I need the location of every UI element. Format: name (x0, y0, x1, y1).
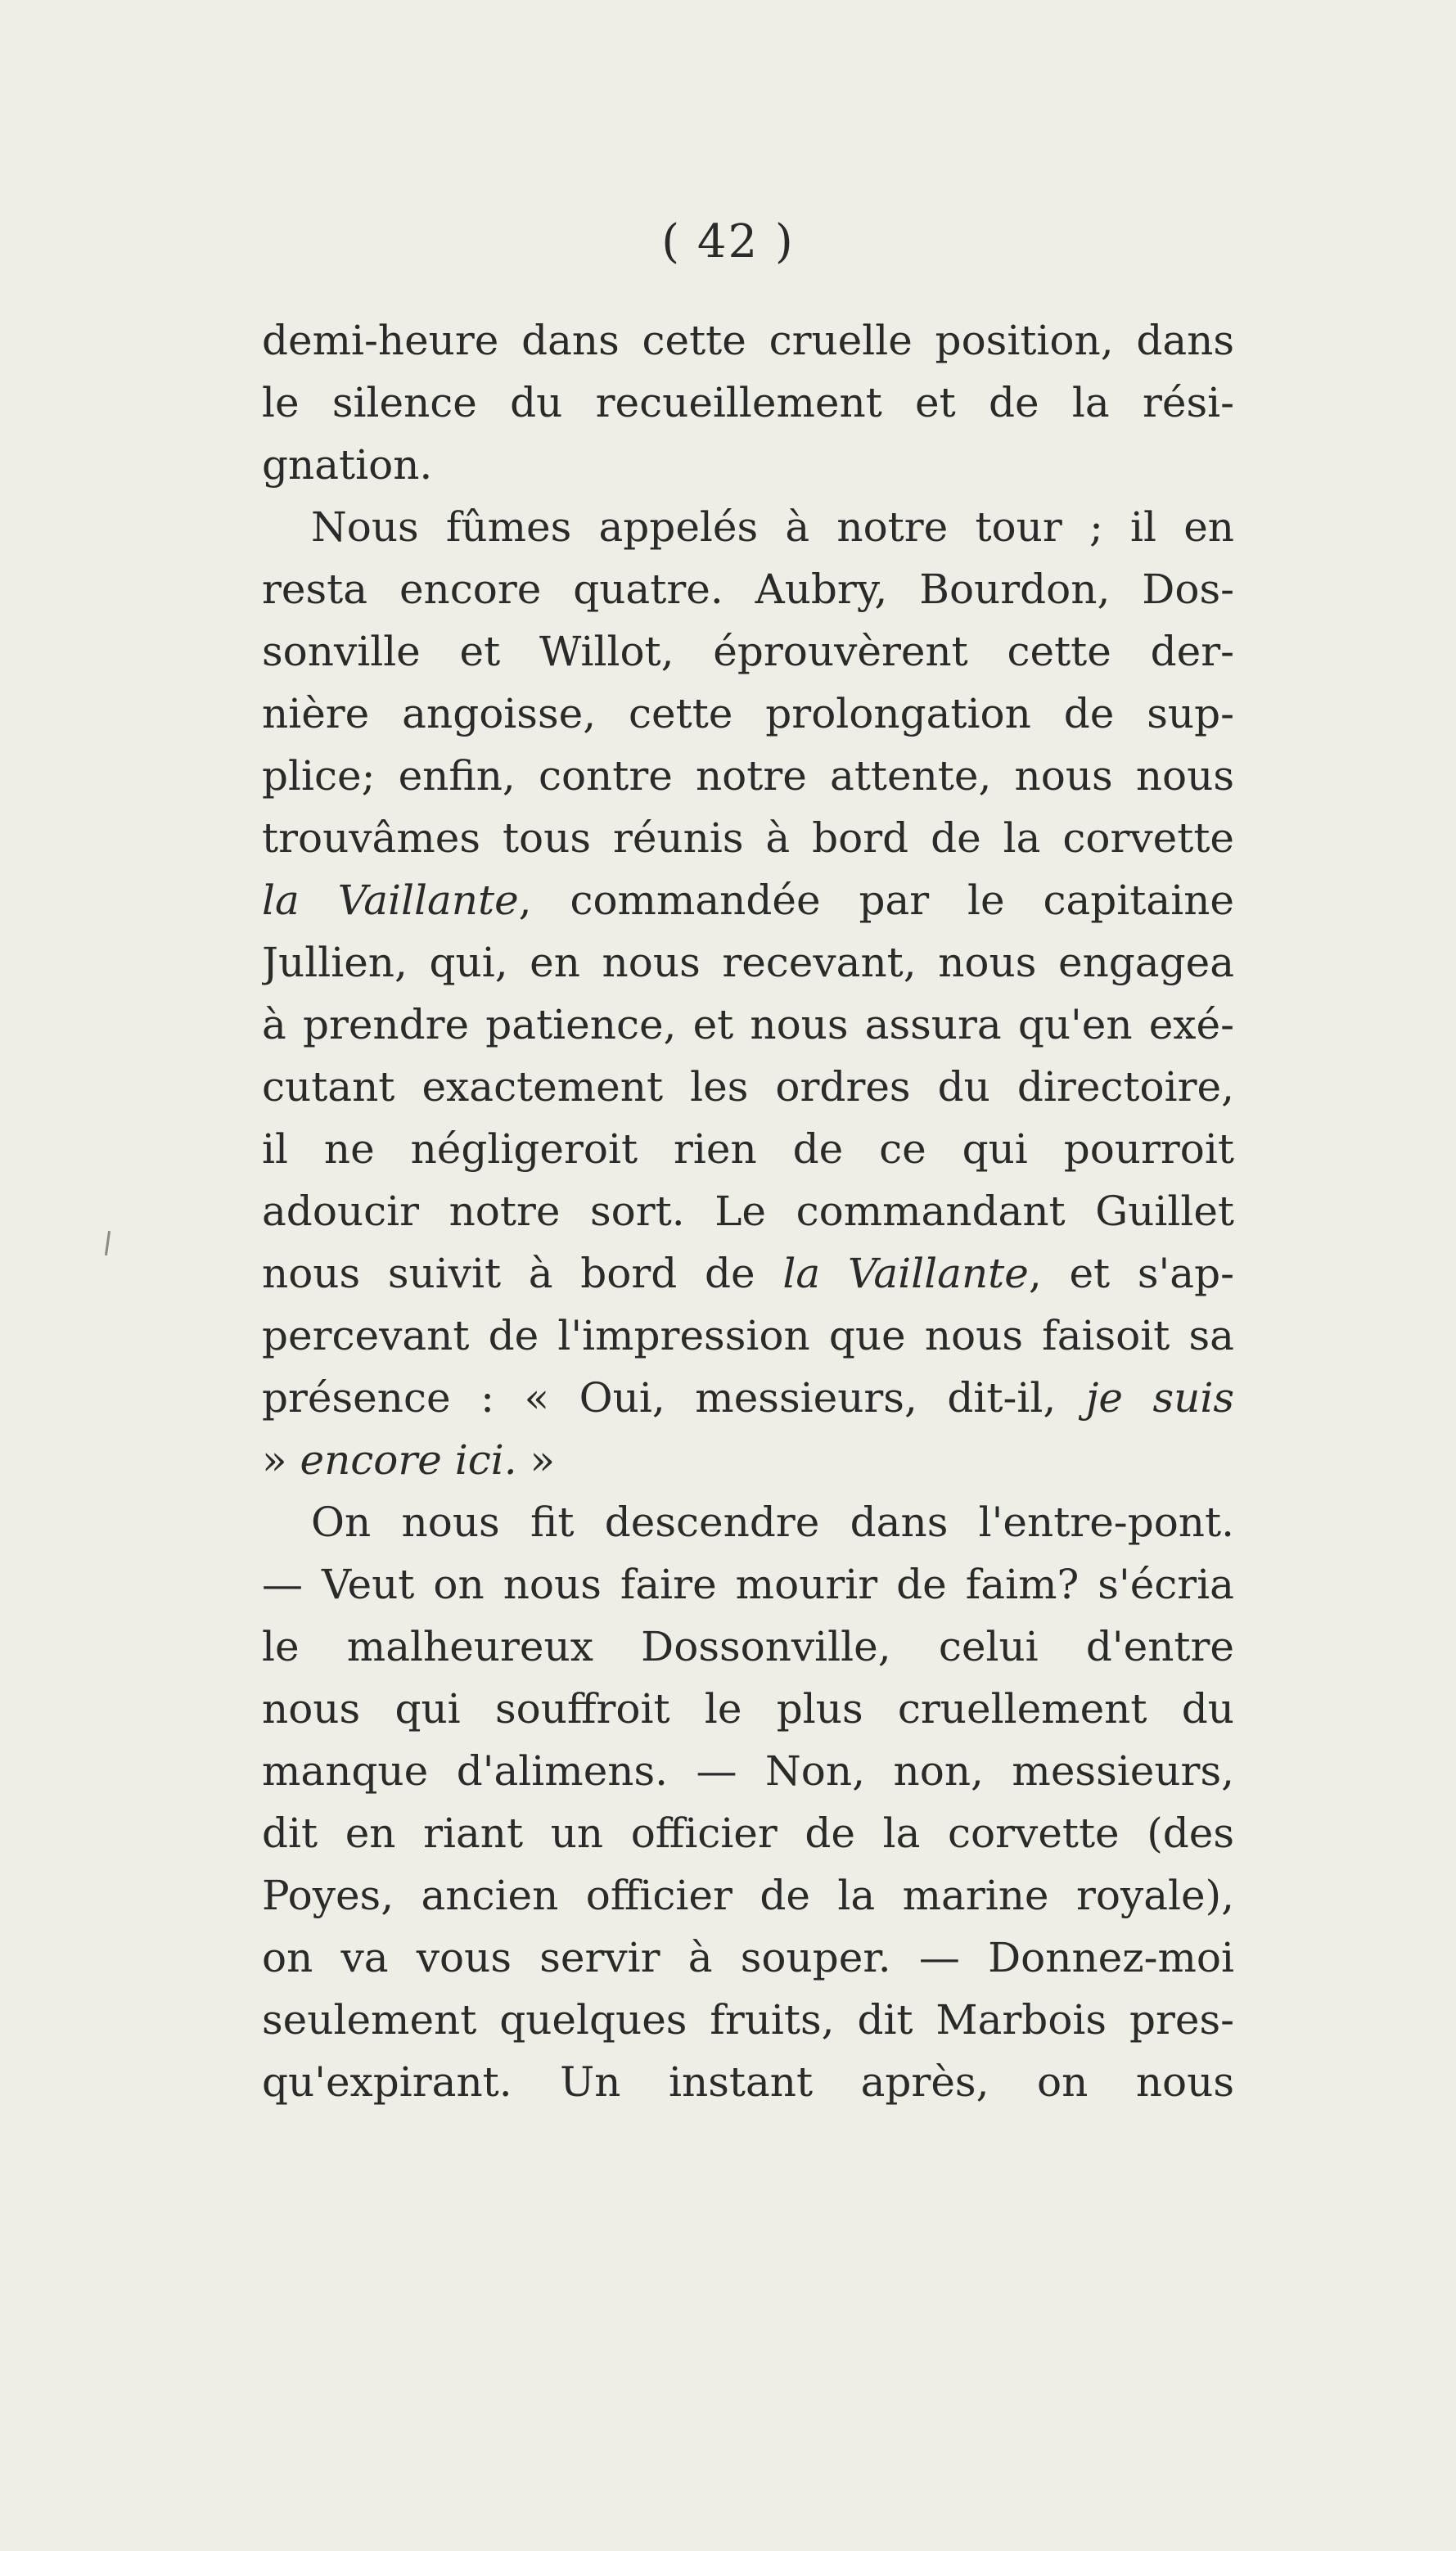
italic-text: encore ici. (300, 1436, 517, 1484)
text-line (262, 994, 1234, 1056)
text-segment: nous qui souffroit le plus cruellement du (262, 1685, 1234, 1733)
text-line (262, 2051, 1234, 2113)
text-segment: à prendre patience, et nous assura qu'en exé- (262, 1001, 1234, 1048)
text-line (262, 558, 1234, 620)
text-segment: demi-heure dans cette cruelle position, dans (262, 317, 1234, 364)
text-line (262, 1864, 1234, 1927)
text-segment: le malheureux Dossonville, celui d'entre (262, 1623, 1234, 1670)
text-segment: nière angoisse, cette prolongation de sup- (262, 690, 1234, 737)
text-line (262, 1678, 1234, 1740)
text-line (262, 1367, 1234, 1429)
text-line (262, 1180, 1234, 1242)
text-line (262, 1616, 1234, 1678)
text-line (262, 807, 1234, 869)
text-line (262, 1802, 1234, 1864)
text-segment: manque d'alimens. — Non, non, messieurs, (262, 1747, 1234, 1795)
text-line (262, 1740, 1234, 1802)
text-segment: on va vous servir à souper. — Donnez-moi (262, 1934, 1234, 1981)
page-number: ( 42 ) (661, 215, 795, 268)
text-line (262, 1927, 1234, 1989)
text-segment: resta encore quatre. Aubry, Bourdon, Dos- (262, 566, 1234, 613)
text-line (262, 309, 1234, 372)
text-segment: — Veut on nous faire mourir de faim? s'écria (262, 1561, 1234, 1608)
text-segment: trouvâmes tous réunis à bord de la corvette (262, 814, 1234, 862)
text-segment: , commandée par le capitaine (518, 877, 1234, 924)
text-line (262, 1989, 1234, 2051)
text-line (262, 620, 1234, 683)
text-line (262, 1491, 1234, 1553)
text-line (262, 372, 1234, 434)
text-line (262, 1553, 1234, 1616)
text-segment: » (516, 1436, 556, 1484)
text-segment: nous suivit à bord de (262, 1250, 783, 1297)
text-segment: , et s'ap- (1028, 1250, 1234, 1297)
text-segment: dit en riant un officier de la corvette (des (262, 1810, 1234, 1857)
text-line (262, 745, 1234, 807)
text-segment: sonville et Willot, éprouvèrent cette der- (262, 628, 1234, 675)
text-segment: Poyes, ancien officier de la marine royale), (262, 1872, 1234, 1919)
text-segment: Nous fûmes appelés à notre tour ; il en (311, 503, 1234, 551)
text-segment: plice; enfin, contre notre attente, nous nous (262, 752, 1234, 800)
text-line (262, 1305, 1234, 1367)
italic-text: je suis (1085, 1374, 1234, 1422)
text-segment: gnation. (262, 441, 433, 489)
text-segment: seulement quelques fruits, dit Marbois pres- (262, 1996, 1234, 2044)
text-segment: adoucir notre sort. Le commandant Guillet (262, 1188, 1234, 1235)
text-segment: Jullien, qui, en nous recevant, nous engagea (262, 939, 1234, 986)
text-line (262, 869, 1234, 931)
text-segment: il ne négligeroit rien de ce qui pourroit (262, 1125, 1234, 1173)
text-line (262, 1056, 1234, 1118)
text-line (262, 496, 1234, 558)
text-segment: » (262, 1436, 300, 1484)
text-segment: qu'expirant. Un instant après, on nous (262, 2058, 1234, 2106)
text-segment: cutant exactement les ordres du directoire, (262, 1063, 1234, 1111)
text-line (262, 931, 1234, 994)
text-line (262, 683, 1234, 745)
italic-text: la Vaillante (262, 877, 519, 924)
text-segment: percevant de l'impression que nous faisoit sa (262, 1312, 1234, 1359)
italic-text: la Vaillante (782, 1250, 1029, 1297)
text-segment: On nous fit descendre dans l'entre-pont. (311, 1499, 1234, 1546)
margin-mark (105, 1231, 110, 1255)
text-line (262, 1118, 1234, 1180)
text-segment: le silence du recueillement et de la rési- (262, 379, 1234, 426)
text-line (262, 434, 1234, 496)
text-line (262, 1429, 1234, 1491)
text-segment: présence : « Oui, messieurs, dit-il, (262, 1374, 1086, 1422)
body-text (262, 309, 1234, 2113)
text-line (262, 1242, 1234, 1305)
